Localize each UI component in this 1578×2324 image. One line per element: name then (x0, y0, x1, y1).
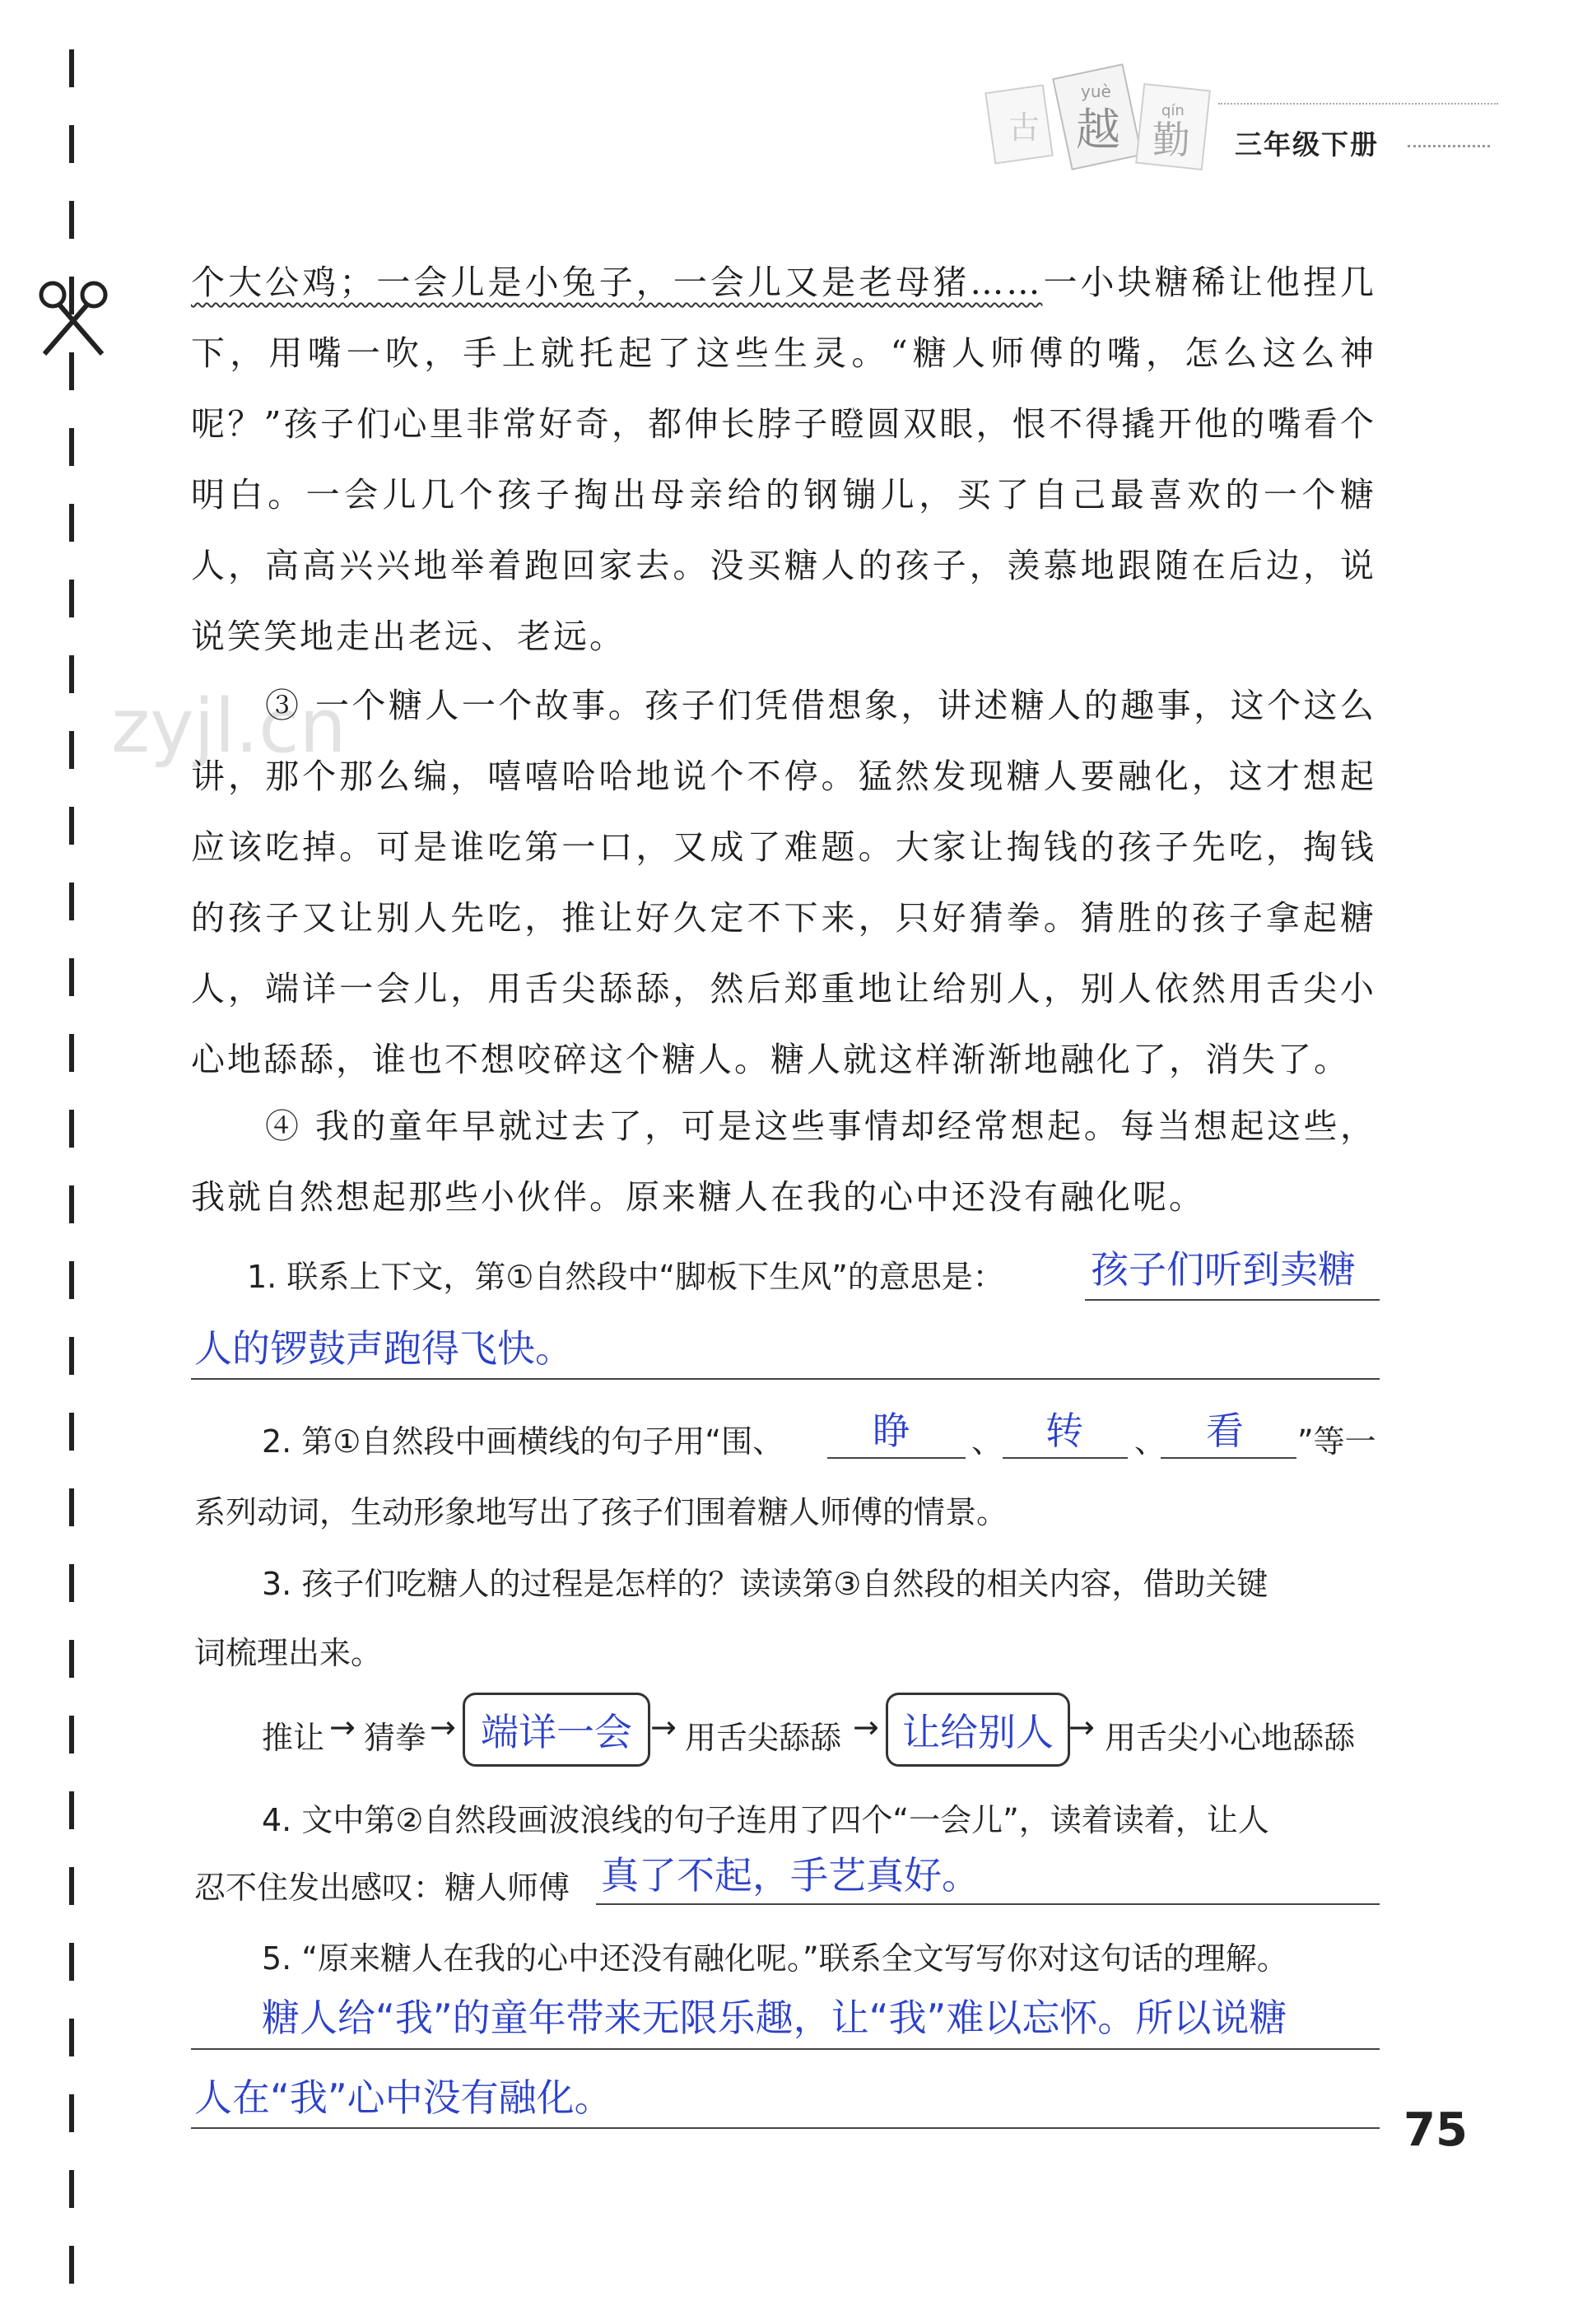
question-2-separator-2: 、 (1134, 1423, 1166, 1460)
question-4-text-a: 4. 文中第②自然段画波浪线的句子连用了四个“一会儿”，读着读着，让人 (262, 1802, 1269, 1838)
question-2-answer-3: 看 (1206, 1409, 1244, 1453)
flow-step-4: 用舌尖小心地舔舔 (1105, 1720, 1356, 1756)
flow-step-1: 推让 (262, 1720, 325, 1756)
question-4-answer: 真了不起，手艺真好。 (601, 1853, 980, 1898)
question-5-answer-line-2 (191, 2127, 1380, 2129)
arrow-right-icon: → (430, 1709, 456, 1745)
question-4-text-b: 忍不住发出感叹：糖人师傅 (194, 1870, 570, 1906)
flow-step-2: 猜拳 (364, 1720, 427, 1756)
flow-box-1: 端详一会 (463, 1693, 650, 1767)
question-4-answer-line (596, 1903, 1380, 1905)
question-2-answer-2: 转 (1045, 1409, 1083, 1453)
question-5-text: 5. “原来糖人在我的心中还没有融化呢。”联系全文写写你对这句话的理解。 (262, 1940, 1288, 1977)
passage-paragraph-3: ③ 一个糖人一个故事。孩子们凭借想象，讲述糖人的趣事，这个这么讲，那个那么编，嘻嘻哈哈地说个不停。猛然发现糖人要融化，这才想起应该吃掉。可是谁吃第一口，又成了难题。大家让掏钱的孩子先吃，掏钱的孩子又让别人先吃，推让好久定不下来，只好猜拳。猜胜的孩子拿起糖人，端详一会儿，用舌尖舔舔，然后郑重地让给别人，别人依然用舌尖小心地舔舔，谁也不想咬碎这个糖人。糖人就这样渐渐地融化了，消失了。 (191, 686, 1376, 1079)
question-2-blank-3 (1161, 1457, 1296, 1459)
question-1-answer-line-1 (1085, 1299, 1380, 1301)
passage-paragraph-1 (191, 247, 1376, 672)
question-5-answer-part1: 糖人给“我”的童年带来无限乐趣，让“我”难以忘怀。所以说糖 (262, 1996, 1287, 2040)
question-2-text-c: 系列动词，生动形象地写出了孩子们围着糖人师傅的情景。 (194, 1494, 1008, 1530)
question-2-blank-2 (1003, 1457, 1128, 1459)
question-1-answer-part2: 人的锣鼓声跑得飞快。 (194, 1326, 573, 1371)
question-2-text-b: ”等一 (1297, 1423, 1376, 1460)
question-2-blank-1 (827, 1457, 966, 1459)
question-5-answer-line-1 (191, 2048, 1380, 2050)
paragraph-1-rest: 一小块糖稀让他捏几下，用嘴一吹，手上就托起了这些生灵。“糖人师傅的嘴，怎么这么神呢？”孩子们心里非常好奇，都伸长脖子瞪圆双眼，恨不得撬开他的嘴看个明白。一会儿几个孩子掏出母亲给的钢镚儿，买了自己最喜欢的一个糖人，高高兴兴地举着跑回家去。没买糖人的孩子，羡慕地跟随在后边，说说笑笑地走出老远、老远。 (191, 263, 1377, 656)
question-2-answer-1: 睁 (873, 1409, 910, 1453)
header-stamp-logo (984, 56, 1222, 179)
svg-text:qín: qín (1161, 102, 1185, 119)
svg-text:越: 越 (1076, 104, 1120, 156)
question-1-answer-line-2 (191, 1378, 1380, 1380)
watermark: zyjl.cn (111, 683, 347, 770)
passage-paragraph-4: ④ 我的童年早就过去了，可是这些事情却经常想起。每当想起这些，我就自然想起那些小伙伴。原来糖人在我的心中还没有融化呢。 (191, 1106, 1376, 1217)
arrow-right-icon: → (853, 1709, 879, 1745)
svg-text:勤: 勤 (1152, 118, 1190, 162)
question-5-answer-part2: 人在“我”心中没有融化。 (194, 2075, 612, 2120)
question-3-text-b: 词梳理出来。 (194, 1635, 383, 1671)
svg-text:yuè: yuè (1081, 82, 1111, 101)
wavy-underlined-sentence: 个大公鸡；一会儿是小兔子，一会儿又是老母猪…… (191, 263, 1043, 302)
question-2-text-a: 2. 第①自然段中画横线的句子用“围、 (262, 1423, 784, 1460)
arrow-right-icon: → (650, 1709, 677, 1745)
scissors-icon (28, 272, 119, 362)
question-1-text: 1. 联系上下文，第①自然段中“脚板下生风”的意思是： (247, 1259, 1004, 1295)
question-1-answer-part1: 孩子们听到卖糖 (1091, 1247, 1356, 1292)
flow-step-3: 用舌尖舔舔 (685, 1720, 842, 1756)
question-3-text-a: 3. 孩子们吃糖人的过程是怎样的？读读第③自然段的相关内容，借助关键 (262, 1566, 1268, 1602)
grade-label: 三年级下册 (1235, 128, 1379, 161)
svg-text:古: 古 (1008, 109, 1040, 146)
header-divider (1218, 103, 1498, 105)
arrow-right-icon: → (1068, 1709, 1095, 1745)
arrow-right-icon: → (329, 1709, 356, 1745)
flow-box-2: 让给别人 (886, 1693, 1070, 1767)
question-2-separator-1: 、 (971, 1423, 1003, 1460)
grade-dotted-leader (1408, 145, 1490, 147)
cut-line (69, 49, 74, 2305)
page-number: 75 (1403, 2103, 1468, 2157)
